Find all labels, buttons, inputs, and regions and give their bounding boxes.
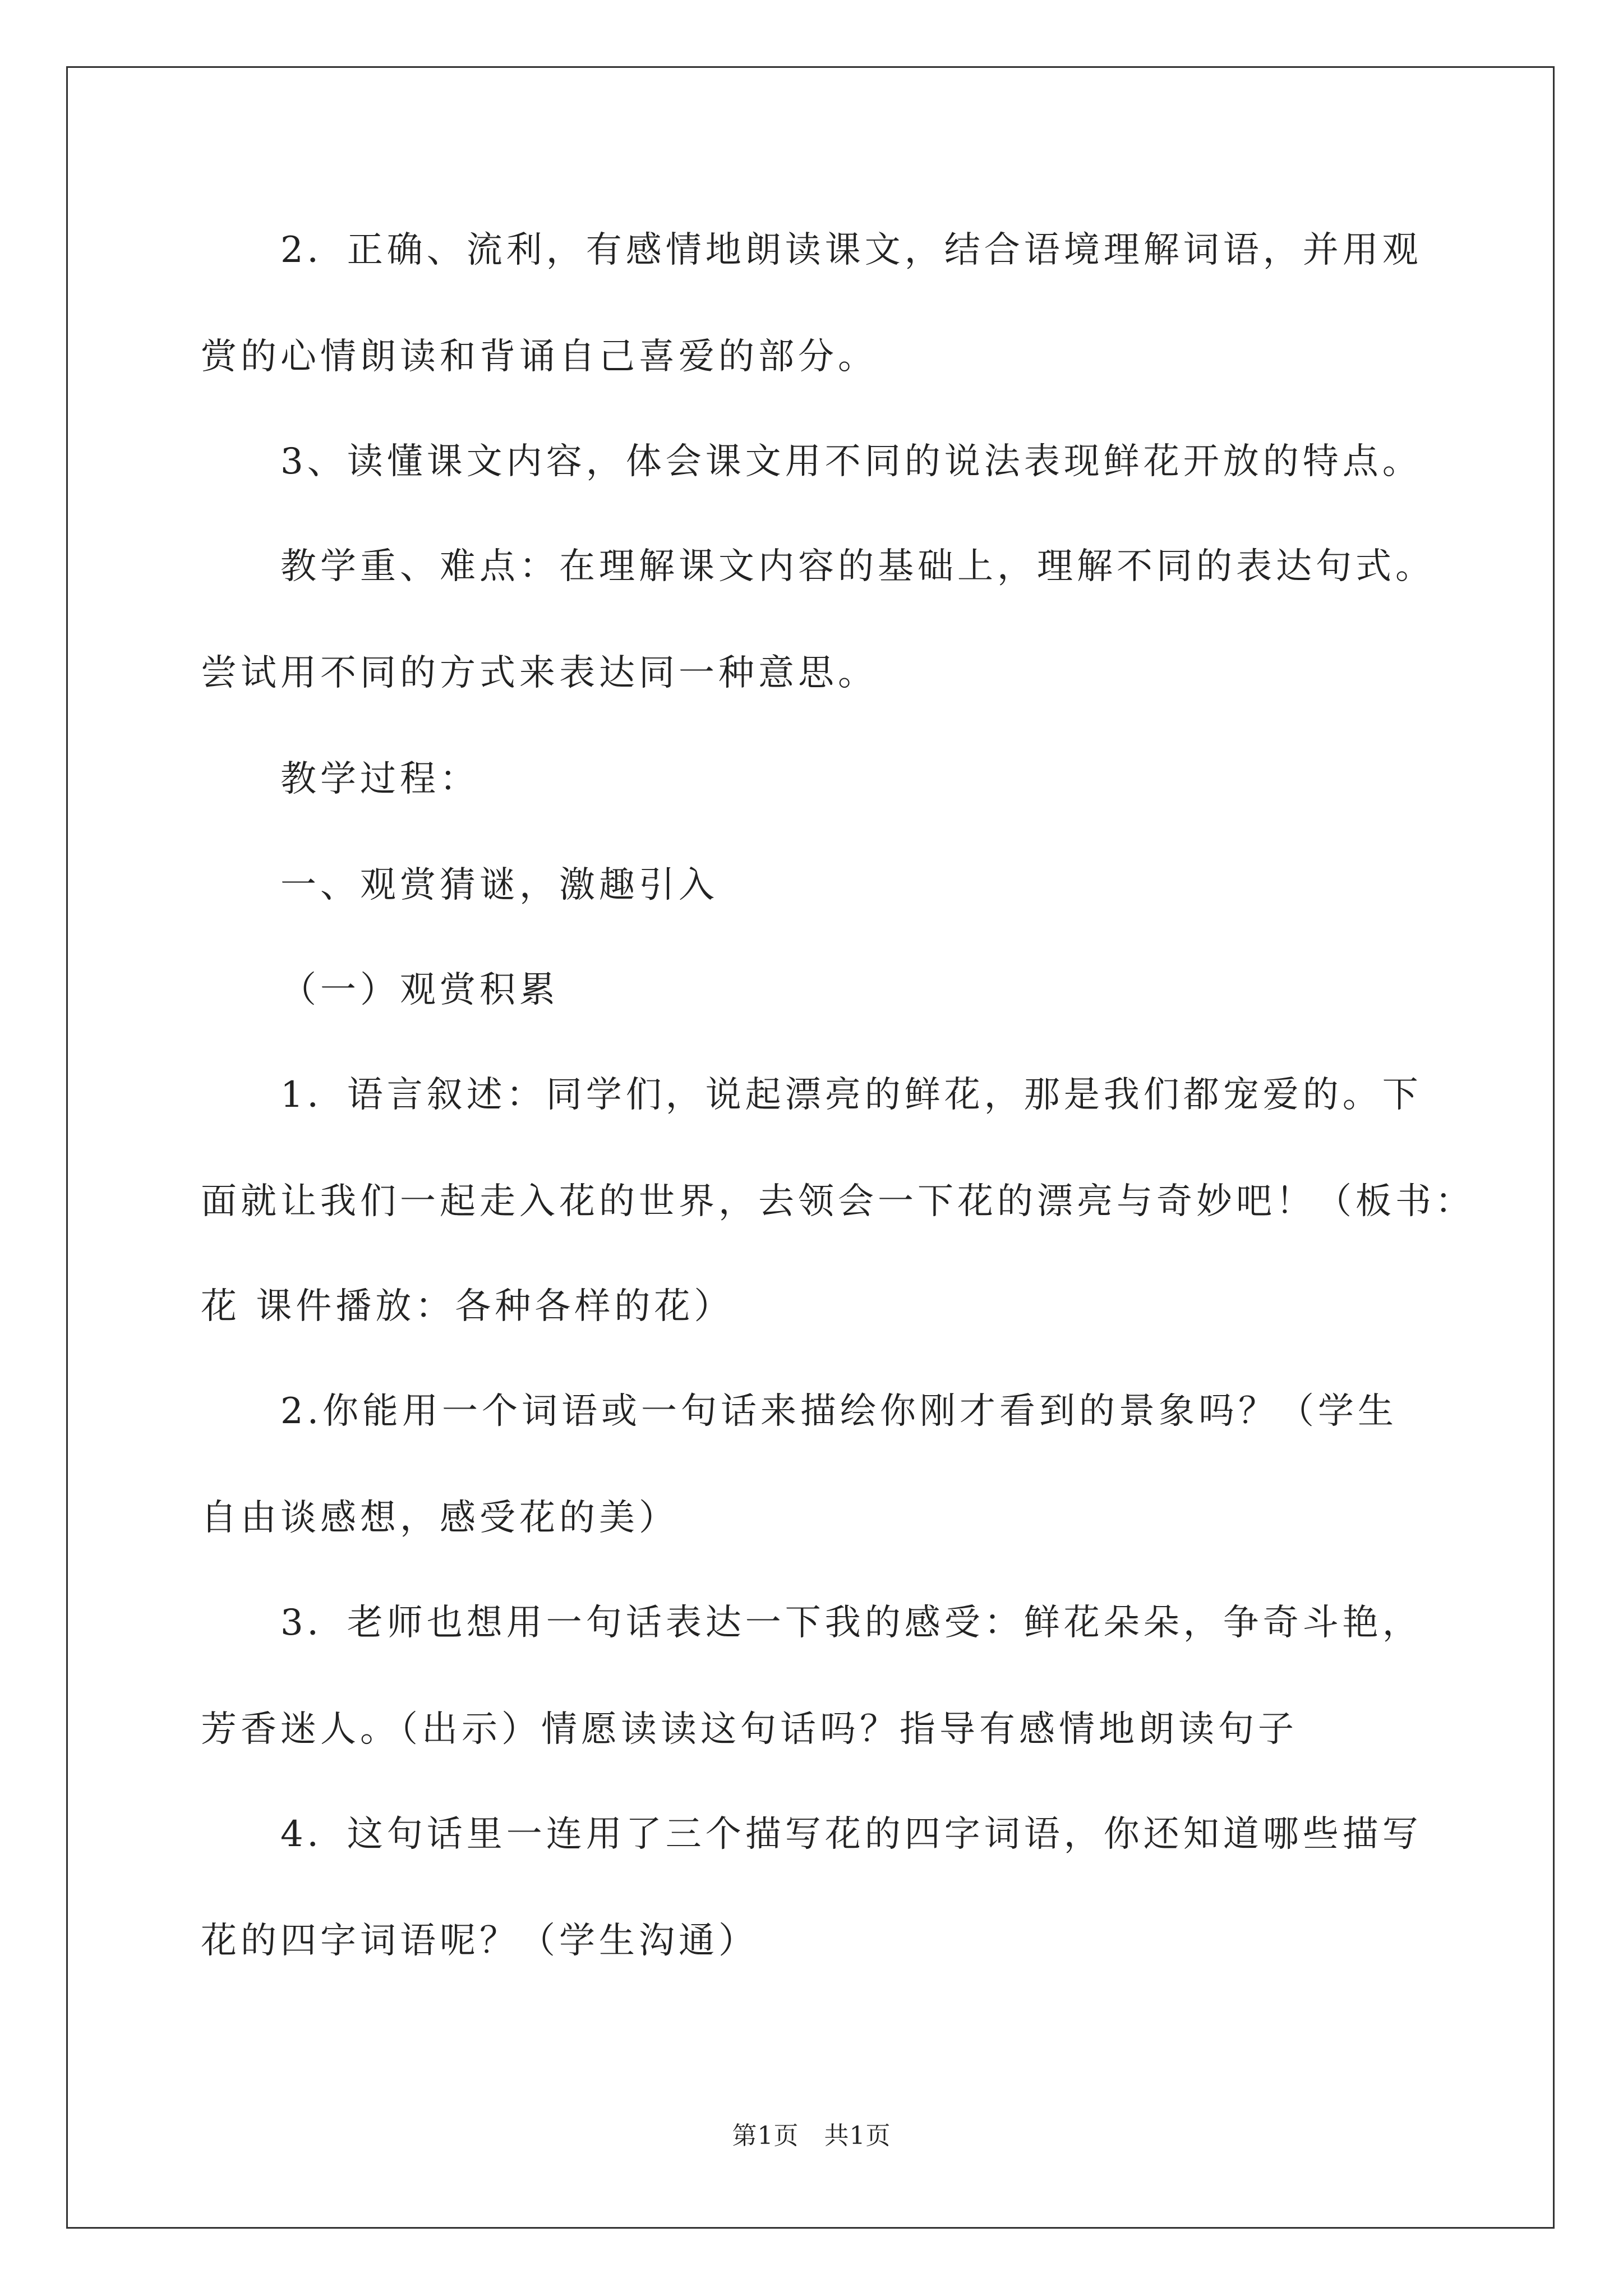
objective-2-line-2: 赏的心情朗读和背诵自己喜爱的部分。	[201, 336, 878, 378]
objective-2-line-1: 2．正确、流利，有感情地朗读课文，结合语境理解词语，并用观	[280, 229, 1422, 271]
page-footer: 第1页 共1页	[732, 2122, 891, 2150]
subsection-heading-1: （一）观赏积累	[280, 969, 559, 1011]
section-heading-1: 一、观赏猜谜，激趣引入	[280, 864, 718, 906]
process-heading: 教学过程：	[280, 758, 479, 800]
objective-3: 3、读懂课文内容，体会课文用不同的说法表现鲜花开放的特点。	[280, 441, 1422, 482]
step-4-line-1: 4．这句话里一连用了三个描写花的四字词语，你还知道哪些描写	[280, 1814, 1422, 1855]
step-3-line-2: 芳香迷人。（出示）情愿读读这句话吗？指导有感情地朗读句子	[201, 1709, 1298, 1750]
page-frame	[66, 66, 1555, 2229]
step-1-line-1: 1．语言叙述：同学们，说起漂亮的鲜花，那是我们都宠爱的。下	[280, 1074, 1422, 1116]
key-points-line-1: 教学重、难点：在理解课文内容的基础上，理解不同的表达句式。	[280, 546, 1435, 587]
key-points-line-2: 尝试用不同的方式来表达同一种意思。	[201, 652, 878, 694]
step-3-line-1: 3．老师也想用一句话表达一下我的感受：鲜花朵朵，争奇斗艳，	[280, 1602, 1422, 1644]
step-2-line-2: 自由谈感想，感受花的美）	[201, 1497, 679, 1539]
step-1-line-2: 面就让我们一起走入花的世界，去领会一下花的漂亮与奇妙吧！（板书：	[201, 1181, 1475, 1222]
step-2-line-1: 2.你能用一个词语或一句话来描绘你刚才看到的景象吗？（学生	[280, 1391, 1398, 1432]
step-1-line-3: 花 课件播放：各种各样的花）	[201, 1286, 734, 1327]
step-4-line-2: 花的四字词语呢？（学生沟通）	[201, 1920, 758, 1962]
